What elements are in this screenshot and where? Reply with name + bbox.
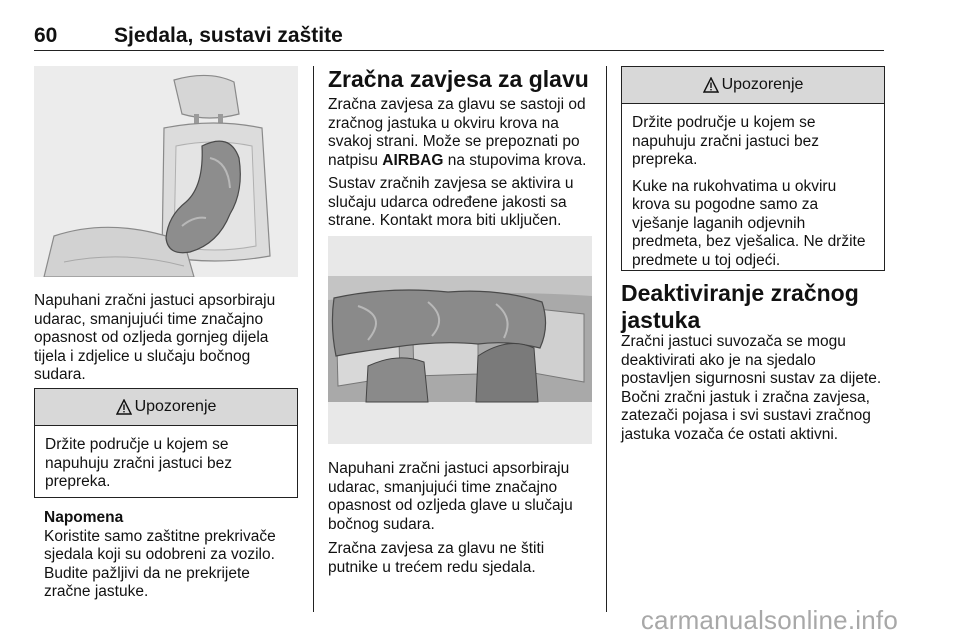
warning-text: Držite područje u kojem se napuhuju zračni jastuci bez prepreka. [632, 114, 819, 168]
warning-text: Kuke na rukohvatima u okviru krova su pogodne samo za vješanje laganih odjevnih predmeta, bez vješalica. Ne držite predmete u toj odjeći. [632, 177, 866, 269]
curtain-description: Zračna zavjesa za glavu se sastoji od zračnog jastuka u okviru krova na svakoj strani. Može se prepoznati po natpisu AIRBAG na stupovima krova. [328, 96, 587, 169]
third-row-note: Zračna zavjesa za glavu ne štiti putnike u trećem redu sjedala. [328, 540, 545, 576]
warning-triangle-icon [703, 77, 719, 93]
curtain-activation: Sustav zračnih zavjesa se aktivira u slučaju udarca određene jakosti sa strane. Kontakt mora biti uključen. [328, 175, 574, 229]
note-block [44, 509, 300, 602]
warning-title: Upozorenje [721, 76, 804, 93]
warning-header [35, 389, 297, 426]
deactivation-text: Zračni jastuci suvozača se mogu deaktivirati ako je na sjedalo postavljen sigurnosni sustav za dijete. Bočni zračni jastuk i zračna zavjesa, zatezači pojasa i svi sustavi zračnog jastuka vozača će ostati aktivni. [621, 333, 882, 443]
warning-text: Držite područje u kojem se napuhuju zračni jastuci bez prepreka. [45, 436, 232, 490]
warning-title: Upozorenje [134, 398, 217, 415]
warning-triangle-icon [116, 399, 132, 415]
note-text: Koristite samo zaštitne prekrivače sjedala koji su odobreni za vozilo. Budite pažljivi da ne prekrijete zračne jastuke. [44, 527, 276, 600]
warning-box [34, 388, 298, 498]
seat-airbag-illustration [34, 66, 298, 277]
watermark: carmanualsonline.info [640, 605, 898, 635]
curtain-airbag-caption: Napuhani zračni jastuci apsorbiraju udarac, smanjujući time značajno opasnost od ozljeda glave u slučaju bočnog sudara. [328, 460, 573, 533]
column-divider [313, 66, 314, 612]
section-heading: Deaktiviranje zračnog jastuka [621, 280, 859, 333]
warning-header [622, 67, 884, 104]
seat-airbag-caption: Napuhani zračni jastuci apsorbiraju udarac, smanjujući time značajno opasnost od ozljeda gornjeg dijela tijela i zdjelice u slučaju bočnog sudara. [34, 292, 276, 383]
page-number: 60 [34, 24, 58, 47]
warning-box [621, 66, 885, 271]
section-heading: Zračna zavjesa za glavu [328, 66, 589, 92]
column-divider [606, 66, 607, 612]
page-header [34, 24, 884, 51]
chapter-title: Sjedala, sustavi zaštite [114, 24, 343, 47]
curtain-airbag-illustration [328, 236, 592, 444]
note-title: Napomena [44, 509, 124, 526]
airbag-label: AIRBAG [382, 151, 444, 169]
